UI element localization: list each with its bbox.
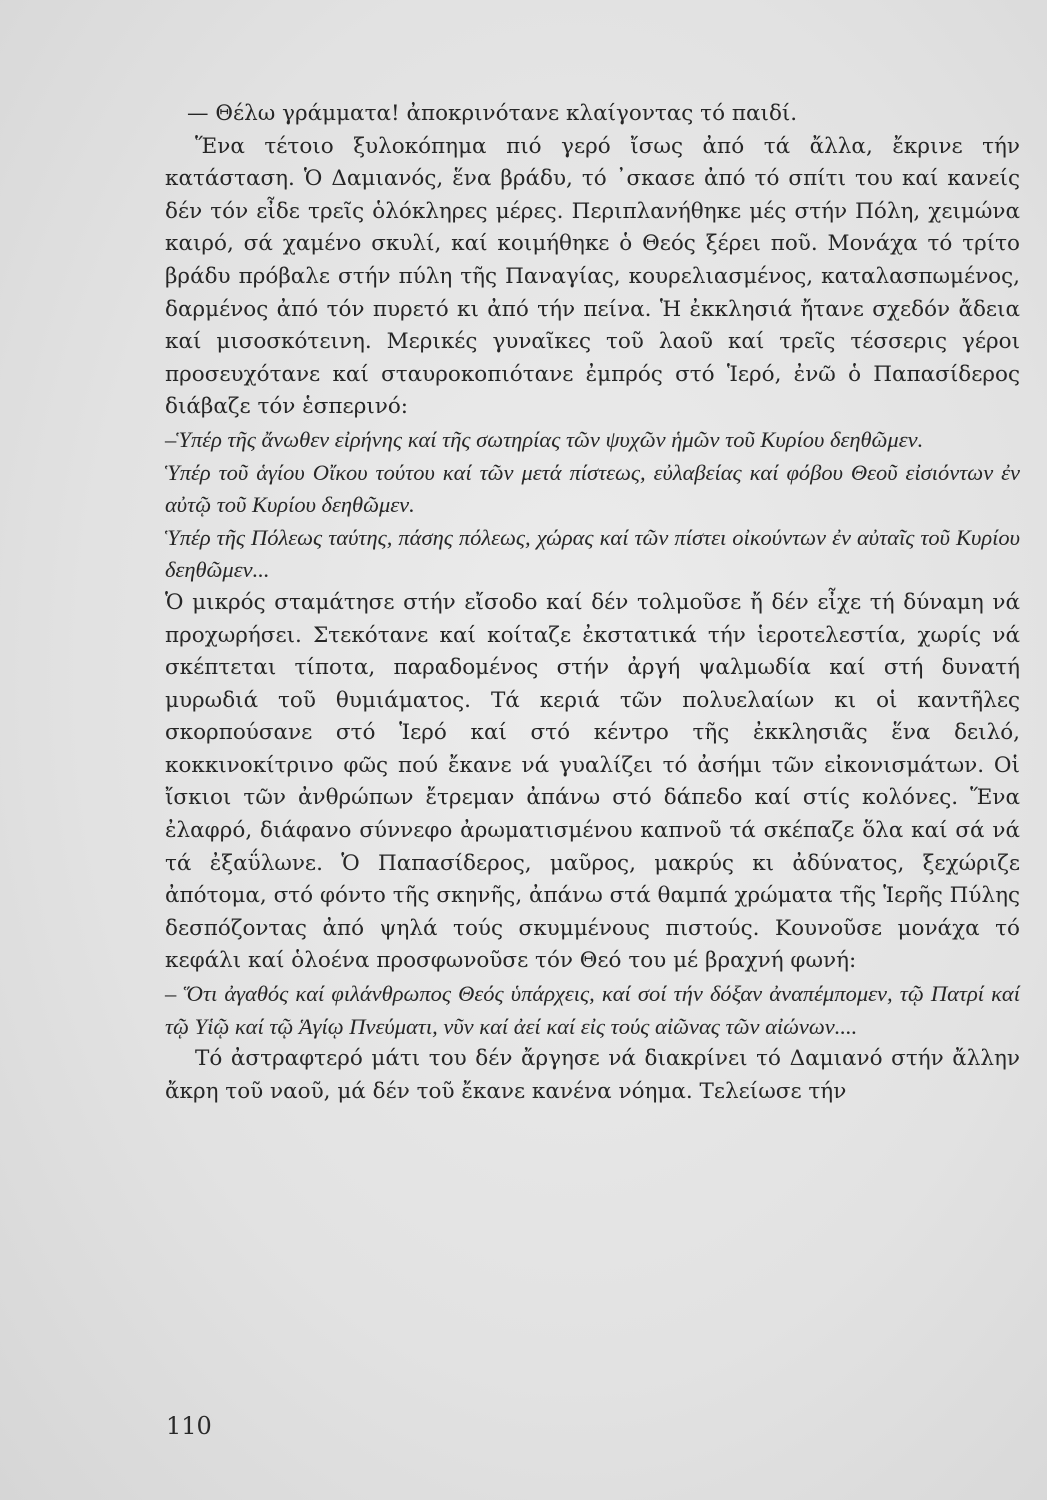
liturgy-verse: –Ὑπέρ τῆς ἄνωθεν εἰρήνης καί τῆς σωτηρίας τῶν ψυχῶν ἡμῶν τοῦ Κυρίου δεηθῶμεν. bbox=[165, 426, 924, 452]
page-text bbox=[165, 98, 1020, 1108]
paragraph-narrative: Τό ἀστραφτερό μάτι του δέν ἄργησε νά διακρίνει τό Δαμιανό στήν ἄλλην ἄκρη τοῦ ναοῦ, μά δέν τοῦ ἔκανε κανένα νόημα. Τελείωσε τήν bbox=[165, 1046, 1020, 1104]
paragraph-dialogue: — Θέλω γράμματα! ἀποκρινότανε κλαίγοντας τό παιδί. bbox=[187, 101, 798, 126]
page-number: 110 bbox=[166, 1412, 212, 1440]
paragraph-narrative: Ἕνα τέτοιο ξυλοκόπημα πιό γερό ἴσως ἀπό τά ἄλλα, ἔκρινε τήν κατάσταση. Ὁ Δαμιανός, ἕνα βράδυ, τό ᾽σκασε ἀπό τό σπίτι του καί κανείς δέν τόν εἶδε τρεῖς ὁλόκληρες μέρες. Περιπλανήθηκε μές στήν Πόλη, χειμώνα καιρό, σά χαμένο σκυλί, καί κοιμήθηκε ὁ Θεός ξέρει ποῦ. Μονάχα τό τρίτο βράδυ πρόβαλε στήν πύλη τῆς Παναγίας, κουρελιασμένος, καταλασπωμένος, δαρμένος ἀπό τόν πυρετό κι ἀπό τήν πείνα. Ἡ ἐκκλησιά ἤτανε σχεδόν ἄδεια καί μισοσκότεινη. Μερικές γυναῖκες τοῦ λαοῦ καί τρεῖς τέσσερις γέροι προσευχότανε καί σταυροκοπιότανε ἐμπρός στό Ἱερό, ἐνῶ ὁ Παπασίδερος διάβαζε τόν ἑσπερινό: bbox=[165, 133, 1020, 420]
liturgy-verse: Ὑπέρ τῆς Πόλεως ταύτης, πάσης πόλεως, χώρας καί τῶν πίστει οἰκούντων ἐν αὐταῖς τοῦ Κυρίου δεηθῶμεν... bbox=[165, 524, 1020, 583]
liturgy-verse: Ὑπέρ τοῦ ἁγίου Οἴκου τούτου καί τῶν μετά πίστεως, εὐλαβείας καί φόβου Θεοῦ εἰσιόντων ἐν αὐτῷ τοῦ Κυρίου δεηθῶμεν. bbox=[165, 459, 1020, 518]
liturgy-verse: – Ὅτι ἀγαθός καί φιλάνθρωπος Θεός ὑπάρχεις, καί σοί τήν δόξαν ἀναπέμπομεν, τῷ Πατρί καί τῷ Υἱῷ καί τῷ Ἁγίῳ Πνεύματι, νῦν καί ἀεί καί εἰς τούς αἰῶνας τῶν αἰώνων.... bbox=[165, 981, 1020, 1039]
paragraph-narrative: Ὁ μικρός σταμάτησε στήν εἴσοδο καί δέν τολμοῦσε ἤ δέν εἶχε τή δύναμη νά προχωρήσει. Στεκότανε καί κοίταζε ἐκστατικά τήν ἱεροτελεστία, χωρίς νά σκέπτεται τίποτα, παραδομένος στήν ἀργή ψαλμωδία καί στή δυνατή μυρωδιά τοῦ θυμιάματος. Τά κεριά τῶν πολυελαίων κι οἱ καντῆλες σκορπούσανε στό Ἱερό καί στό κέντρο τῆς ἐκκλησιᾶς ἕνα δειλό, κοκκινοκίτρινο φῶς πού ἔκανε νά γυαλίζει τό ἀσήμι τῶν εἰκονισμάτων. Οἱ ἴσκιοι τῶν ἀνθρώπων ἔτρεμαν ἀπάνω στό δάπεδο καί στίς κολόνες. Ἕνα ἐλαφρό, διάφανο σύννεφο ἀρωματισμένου καπνοῦ τά σκέπαζε ὅλα καί σά νά τά ἐξαΰλωνε. Ὁ Παπασίδερος, μαῦρος, μακρύς κι ἀδύνατος, ξεχώριζε ἀπότομα, στό φόντο τῆς σκηνῆς, ἀπάνω στά θαμπά χρώματα τῆς Ἱερῆς Πύλης δεσπόζοντας ἀπό ψηλά τούς σκυμμένους πιστούς. Κουνοῦσε μονάχα τό κεφάλι καί ὁλοένα προσφωνοῦσε τόν Θεό του μέ βραχνή φωνή: bbox=[165, 589, 1020, 974]
